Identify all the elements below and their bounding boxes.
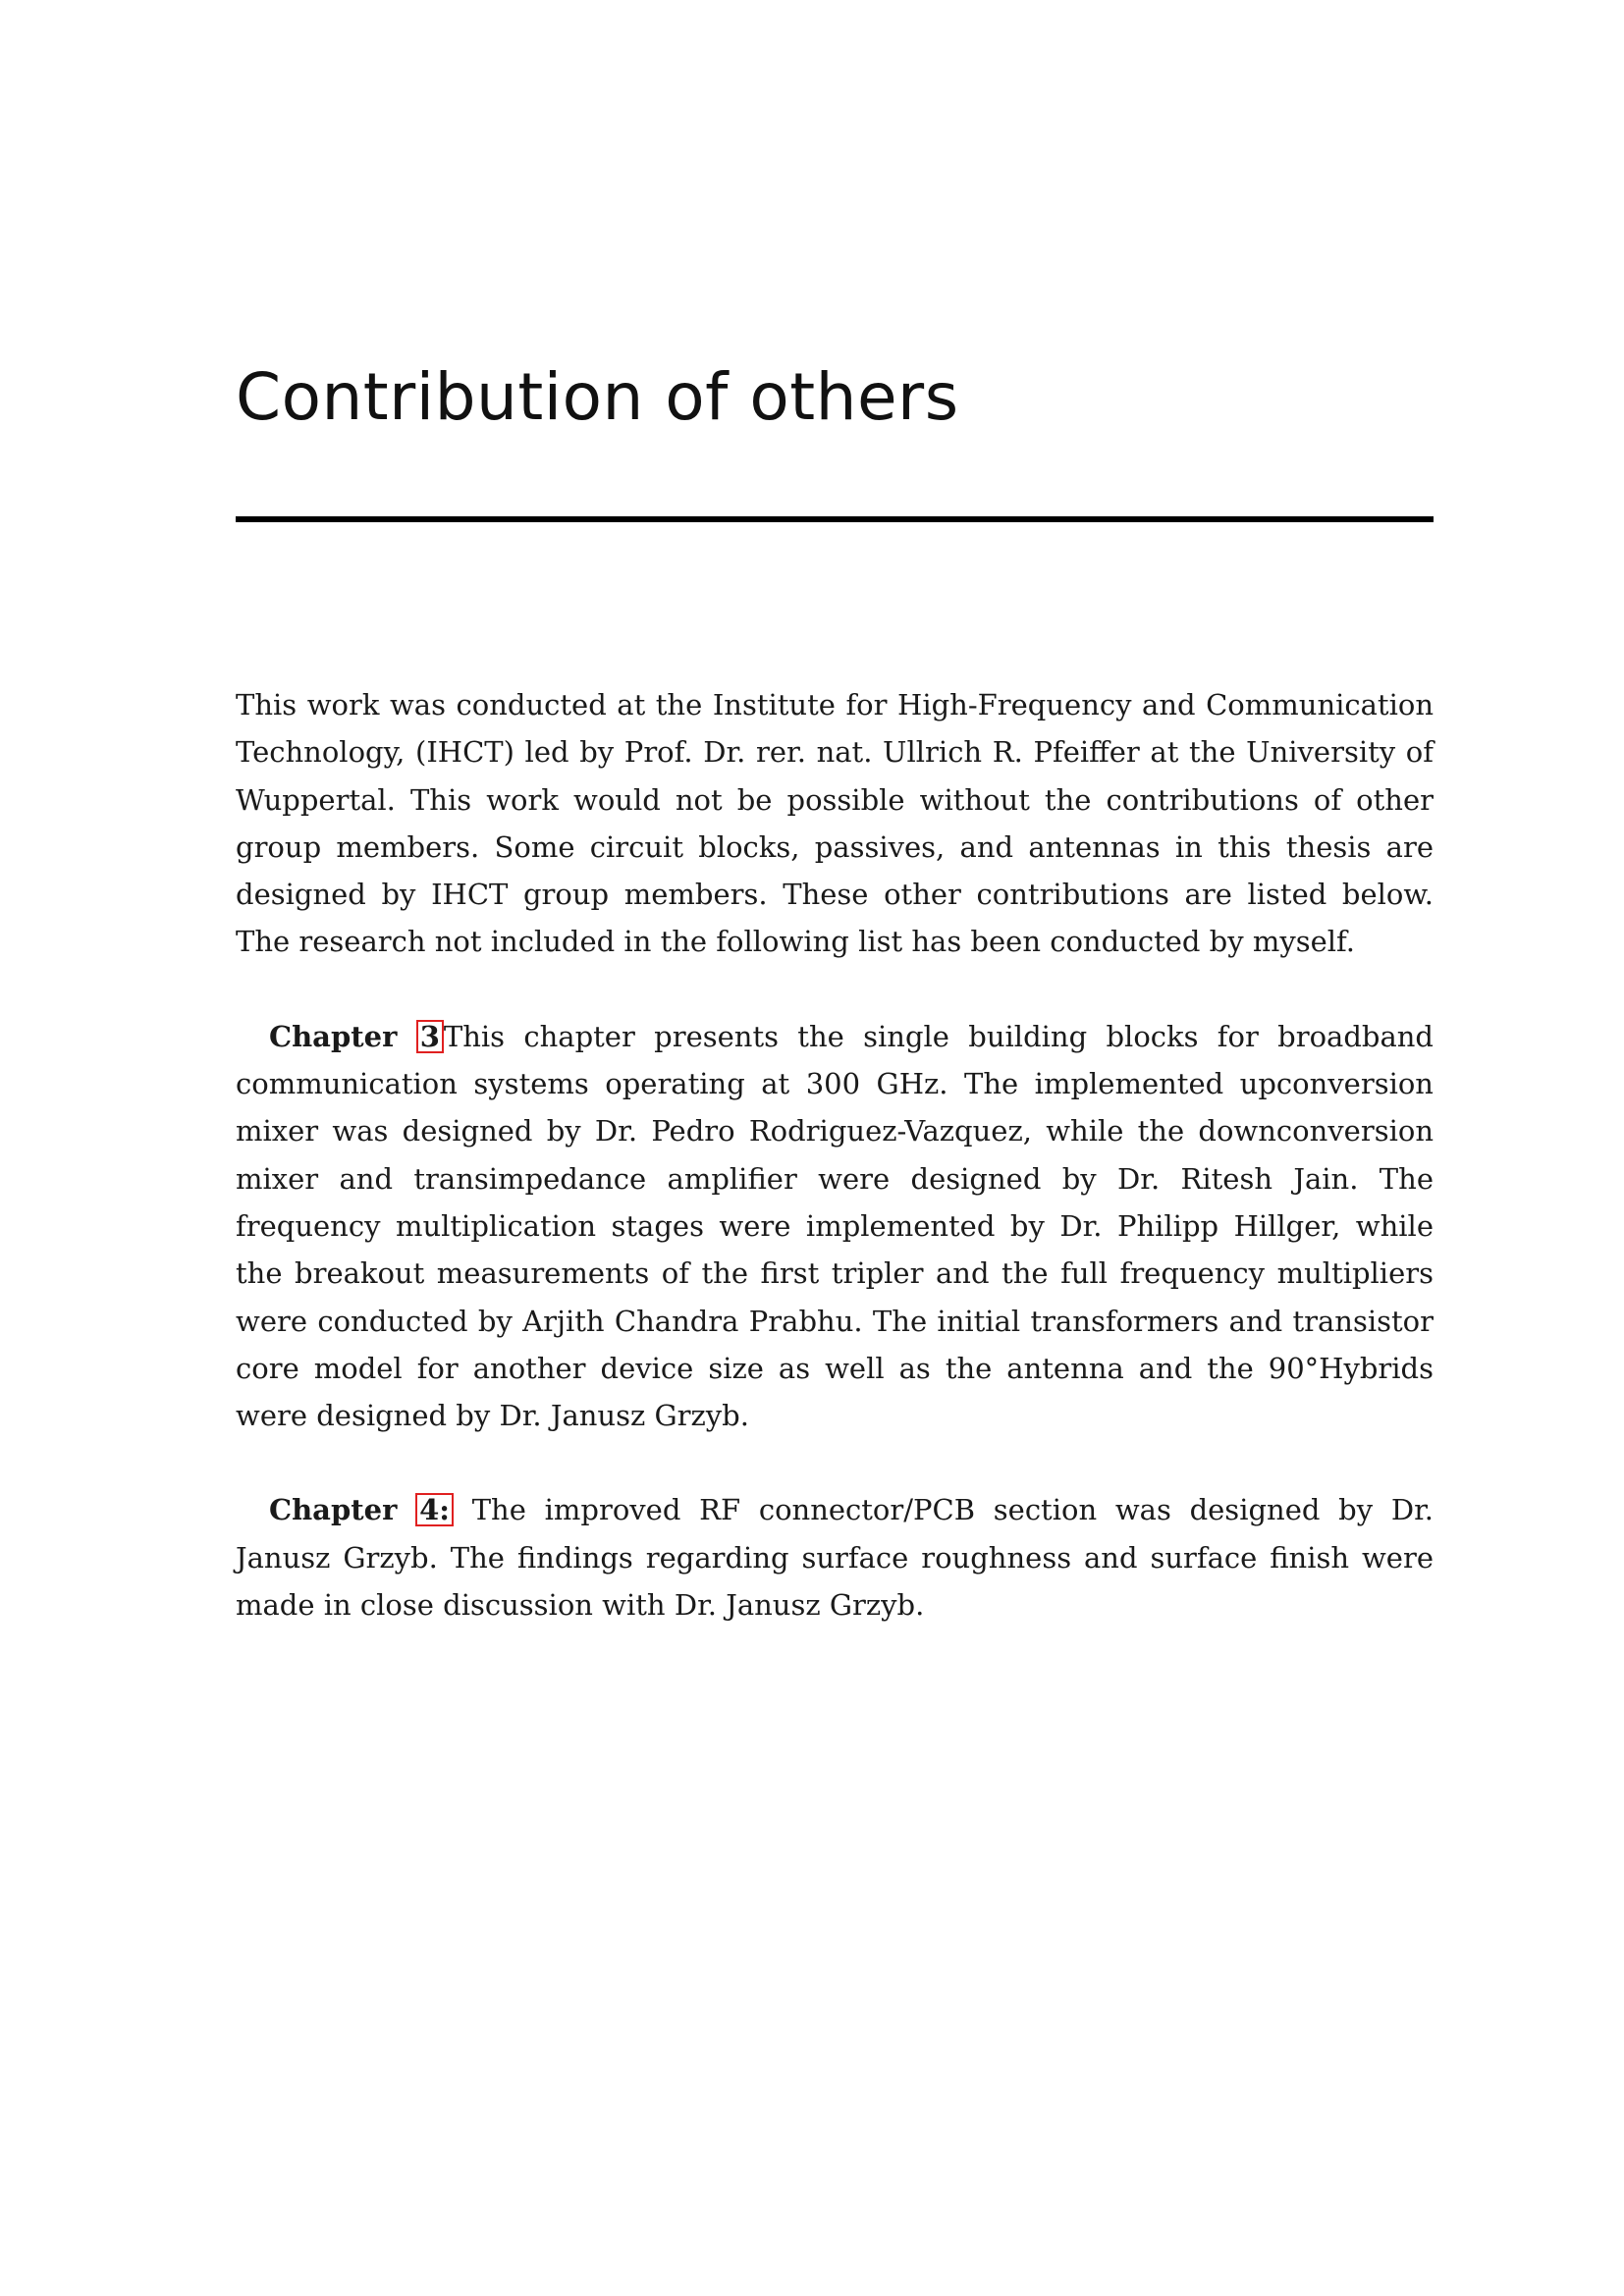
page-title: Contribution of others (236, 359, 959, 435)
chapter-3-link[interactable]: 3 (416, 1020, 444, 1053)
body-text (236, 681, 1434, 1676)
chapter-label: Chapter (269, 1493, 398, 1527)
title-divider (236, 516, 1434, 522)
chapter-4-link[interactable]: 4: (415, 1493, 454, 1526)
contribution-paragraph-chapter-4 (236, 1486, 1434, 1629)
contribution-paragraph-chapter-3 (236, 1013, 1434, 1440)
chapter-label: Chapter (269, 1019, 398, 1053)
contribution-text: This chapter presents the single building blocks for broadband communication systems operating at 300 GHz. The implemented upconversion mixer was designed by Dr. Pedro Rodriguez-Vazquez, while the downconversion mixer and transimpedance amplifier were designed by Dr. Ritesh Jain. The frequency multiplication stages were implemented by Dr. Philipp Hillger, while the breakout measurements of the first tripler and the full frequency multipliers were conducted by Arjith Chandra Prabhu. The initial transformers and transistor core model for another device size as well as the antenna and the 90°Hybrids were designed by Dr. Janusz Grzyb. (236, 1019, 1435, 1433)
contribution-text: The improved RF connector/PCB section was designed by Dr. Janusz Grzyb. The findings regarding surface roughness and surface finish were made in close discussion with Dr. Janusz Grzyb. (236, 1493, 1434, 1623)
intro-paragraph: This work was conducted at the Institute for High-Frequency and Communication Technology, (IHCT) led by Prof. Dr. rer. nat. Ullrich R. Pfeiffer at the University of Wuppertal. This work would not be possible without the contributions of other group members. Some circuit blocks, passives, and antennas in this thesis are designed by IHCT group members. These other contributions are listed below. The research not included in the following list has been conducted by myself. (236, 688, 1434, 959)
